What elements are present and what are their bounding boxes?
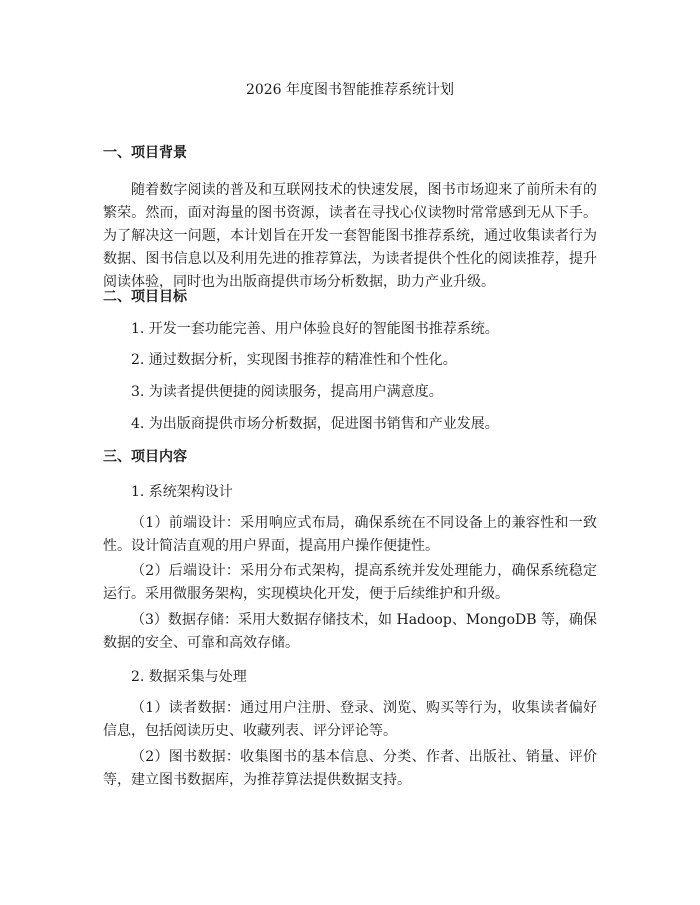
subsection-title-architecture: 1. 系统架构设计	[131, 484, 233, 500]
architecture-backend-paragraph: （2）后端设计：采用分布式架构，提高系统并发处理能力，确保系统稳定运行。采用微服务架构，实现模块化开发，便于后续维护和升级。	[103, 563, 597, 602]
section-heading-goals: 二、项目目标	[103, 289, 187, 305]
architecture-frontend-paragraph: （1）前端设计：采用响应式布局，确保系统在不同设备上的兼容性和一致性。设计简洁直观的用户界面，提高用户操作便捷性。	[103, 515, 597, 554]
goal-item-4: 4. 为出版商提供市场分析数据，促进图书销售和产业发展。	[131, 416, 499, 432]
goal-item-3: 3. 为读者提供便捷的阅读服务，提高用户满意度。	[131, 384, 443, 400]
document-title: 2026 年度图书智能推荐系统计划	[245, 82, 455, 98]
data-book-paragraph: （2）图书数据：收集图书的基本信息、分类、作者、出版社、销量、评价等，建立图书数据库，为推荐算法提供数据支持。	[103, 749, 597, 788]
background-paragraph: 随着数字阅读的普及和互联网技术的快速发展，图书市场迎来了前所未有的繁荣。然而，面对海量的图书资源，读者在寻找心仪读物时常常感到无从下手。为了解决这一问题，本计划旨在开发一套智能图书推荐系统，通过收集读者行为数据、图书信息以及利用先进的推荐算法，为读者提供个性化的阅读推荐，提升阅读体验，同时也为出版商提供市场分析数据，助力产业升级。	[103, 182, 597, 290]
data-reader-paragraph: （1）读者数据：通过用户注册、登录、浏览、购买等行为，收集读者偏好信息，包括阅读历史、收藏列表、评分评论等。	[103, 700, 597, 739]
section-heading-background: 一、项目背景	[103, 145, 187, 161]
goal-item-2: 2. 通过数据分析，实现图书推荐的精准性和个性化。	[131, 352, 457, 368]
goal-item-1: 1. 开发一套功能完善、用户体验良好的智能图书推荐系统。	[131, 321, 499, 337]
section-heading-content: 三、项目内容	[103, 449, 187, 465]
architecture-storage-paragraph: （3）数据存储：采用大数据存储技术，如 Hadoop、MongoDB 等，确保数据的安全、可靠和高效存储。	[103, 612, 597, 651]
subsection-title-data: 2. 数据采集与处理	[131, 669, 247, 685]
